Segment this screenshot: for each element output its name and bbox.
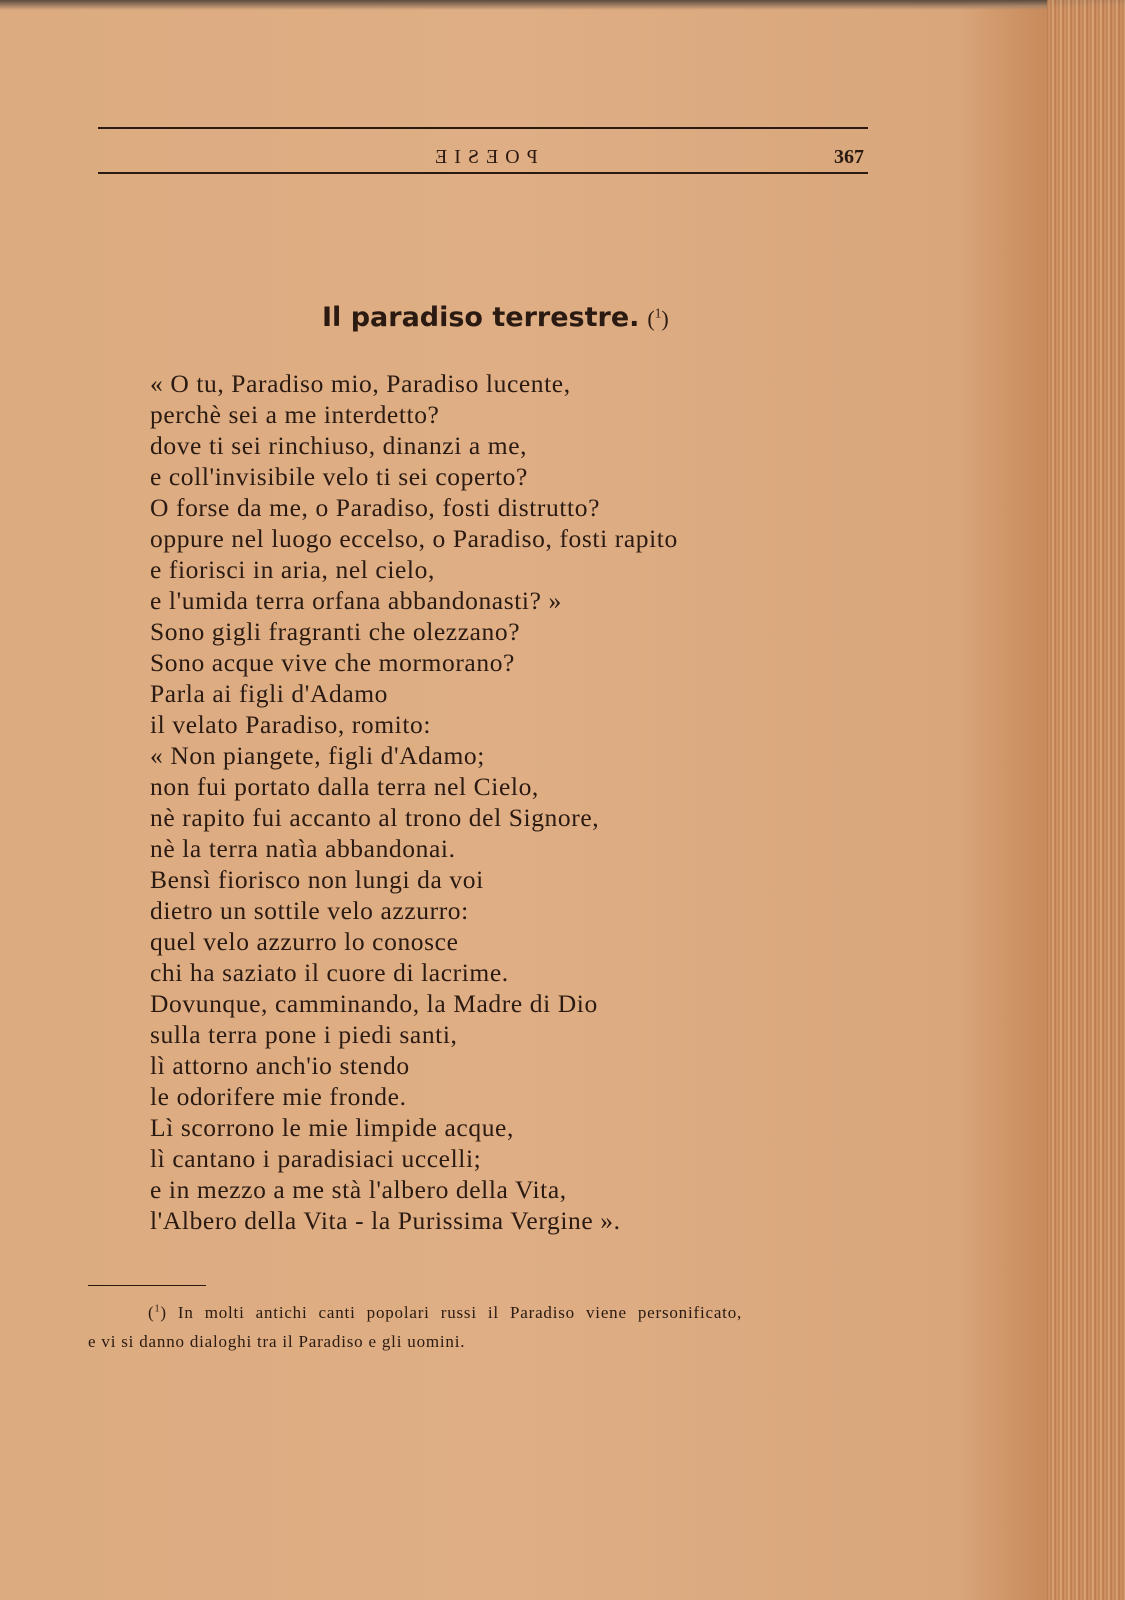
footnote-reference: ($^1$) bbox=[647, 305, 669, 331]
poem-line: Bensì fiorisco non lungi da voi bbox=[150, 865, 484, 894]
poem-line: e fiorisci in aria, nel cielo, bbox=[150, 555, 435, 584]
poem-body bbox=[150, 368, 678, 1236]
poem-line: lì attorno anch'io stendo bbox=[150, 1051, 410, 1080]
poem-line: nè la terra natìa abbandonai. bbox=[150, 834, 456, 863]
header-rule-top bbox=[98, 127, 868, 129]
footnote-marker: 1 bbox=[154, 1303, 161, 1315]
running-header-text: POESIE bbox=[428, 146, 538, 168]
poem-line: e l'umida terra orfana abbandonasti? » bbox=[150, 586, 562, 615]
poem-line: dietro un sottile velo azzurro: bbox=[150, 896, 469, 925]
poem-line: e coll'invisibile velo ti sei coperto? bbox=[150, 462, 528, 491]
poem-line: Dovunque, camminando, la Madre di Dio bbox=[150, 989, 598, 1018]
poem-line: « O tu, Paradiso mio, Paradiso lucente, bbox=[150, 369, 571, 398]
poem-line: sulla terra pone i piedi santi, bbox=[150, 1020, 458, 1049]
poem-title bbox=[322, 302, 669, 333]
poem-line: dove ti sei rinchiuso, dinanzi a me, bbox=[150, 431, 528, 460]
poem-line: « Non piangete, figli d'Adamo; bbox=[150, 741, 485, 770]
poem-line: perchè sei a me interdetto? bbox=[150, 400, 440, 429]
poem-line: oppure nel luogo eccelso, o Paradiso, fosti rapito bbox=[150, 524, 678, 553]
footnote-reference-number: 1 bbox=[654, 305, 662, 321]
top-shadow bbox=[0, 0, 1125, 10]
poem-line: chi ha saziato il cuore di lacrime. bbox=[150, 958, 509, 987]
page-edges bbox=[1047, 0, 1125, 1600]
poem-line: Sono acque vive che mormorano? bbox=[150, 648, 515, 677]
poem-line: non fui portato dalla terra nel Cielo, bbox=[150, 772, 539, 801]
poem-line: nè rapito fui accanto al trono del Signore, bbox=[150, 803, 600, 832]
running-header bbox=[428, 146, 538, 169]
poem-line: l'Albero della Vita - la Purissima Vergine ». bbox=[150, 1206, 621, 1235]
poem-line: quel velo azzurro lo conosce bbox=[150, 927, 459, 956]
footnote-text-1: In molti antichi canti popolari russi il Paradiso viene personificato, bbox=[177, 1303, 743, 1322]
footnote-line: ($^1$) In molti antichi canti popolari russi il Paradiso viene personificato, bbox=[148, 1303, 743, 1322]
poem-title-text: Il paradiso terrestre. bbox=[322, 302, 640, 333]
footnote-line: e vi si danno dialoghi tra il Paradiso e gli uomini. bbox=[88, 1332, 466, 1351]
footnote-rule bbox=[88, 1285, 206, 1286]
poem-line: Sono gigli fragranti che olezzano? bbox=[150, 617, 521, 646]
poem-line: O forse da me, o Paradiso, fosti distrutto? bbox=[150, 493, 601, 522]
poem-line: le odorifere mie fronde. bbox=[150, 1082, 407, 1111]
poem-line: lì cantano i paradisiaci uccelli; bbox=[150, 1144, 482, 1173]
poem-line: Lì scorrono le mie limpide acque, bbox=[150, 1113, 514, 1142]
page-number: 367 bbox=[834, 146, 864, 168]
header-rule-bottom bbox=[98, 172, 868, 174]
poem-line: Parla ai figli d'Adamo bbox=[150, 679, 389, 708]
poem-line: il velato Paradiso, romito: bbox=[150, 710, 432, 739]
poem-line: e in mezzo a me stà l'albero della Vita, bbox=[150, 1175, 567, 1204]
